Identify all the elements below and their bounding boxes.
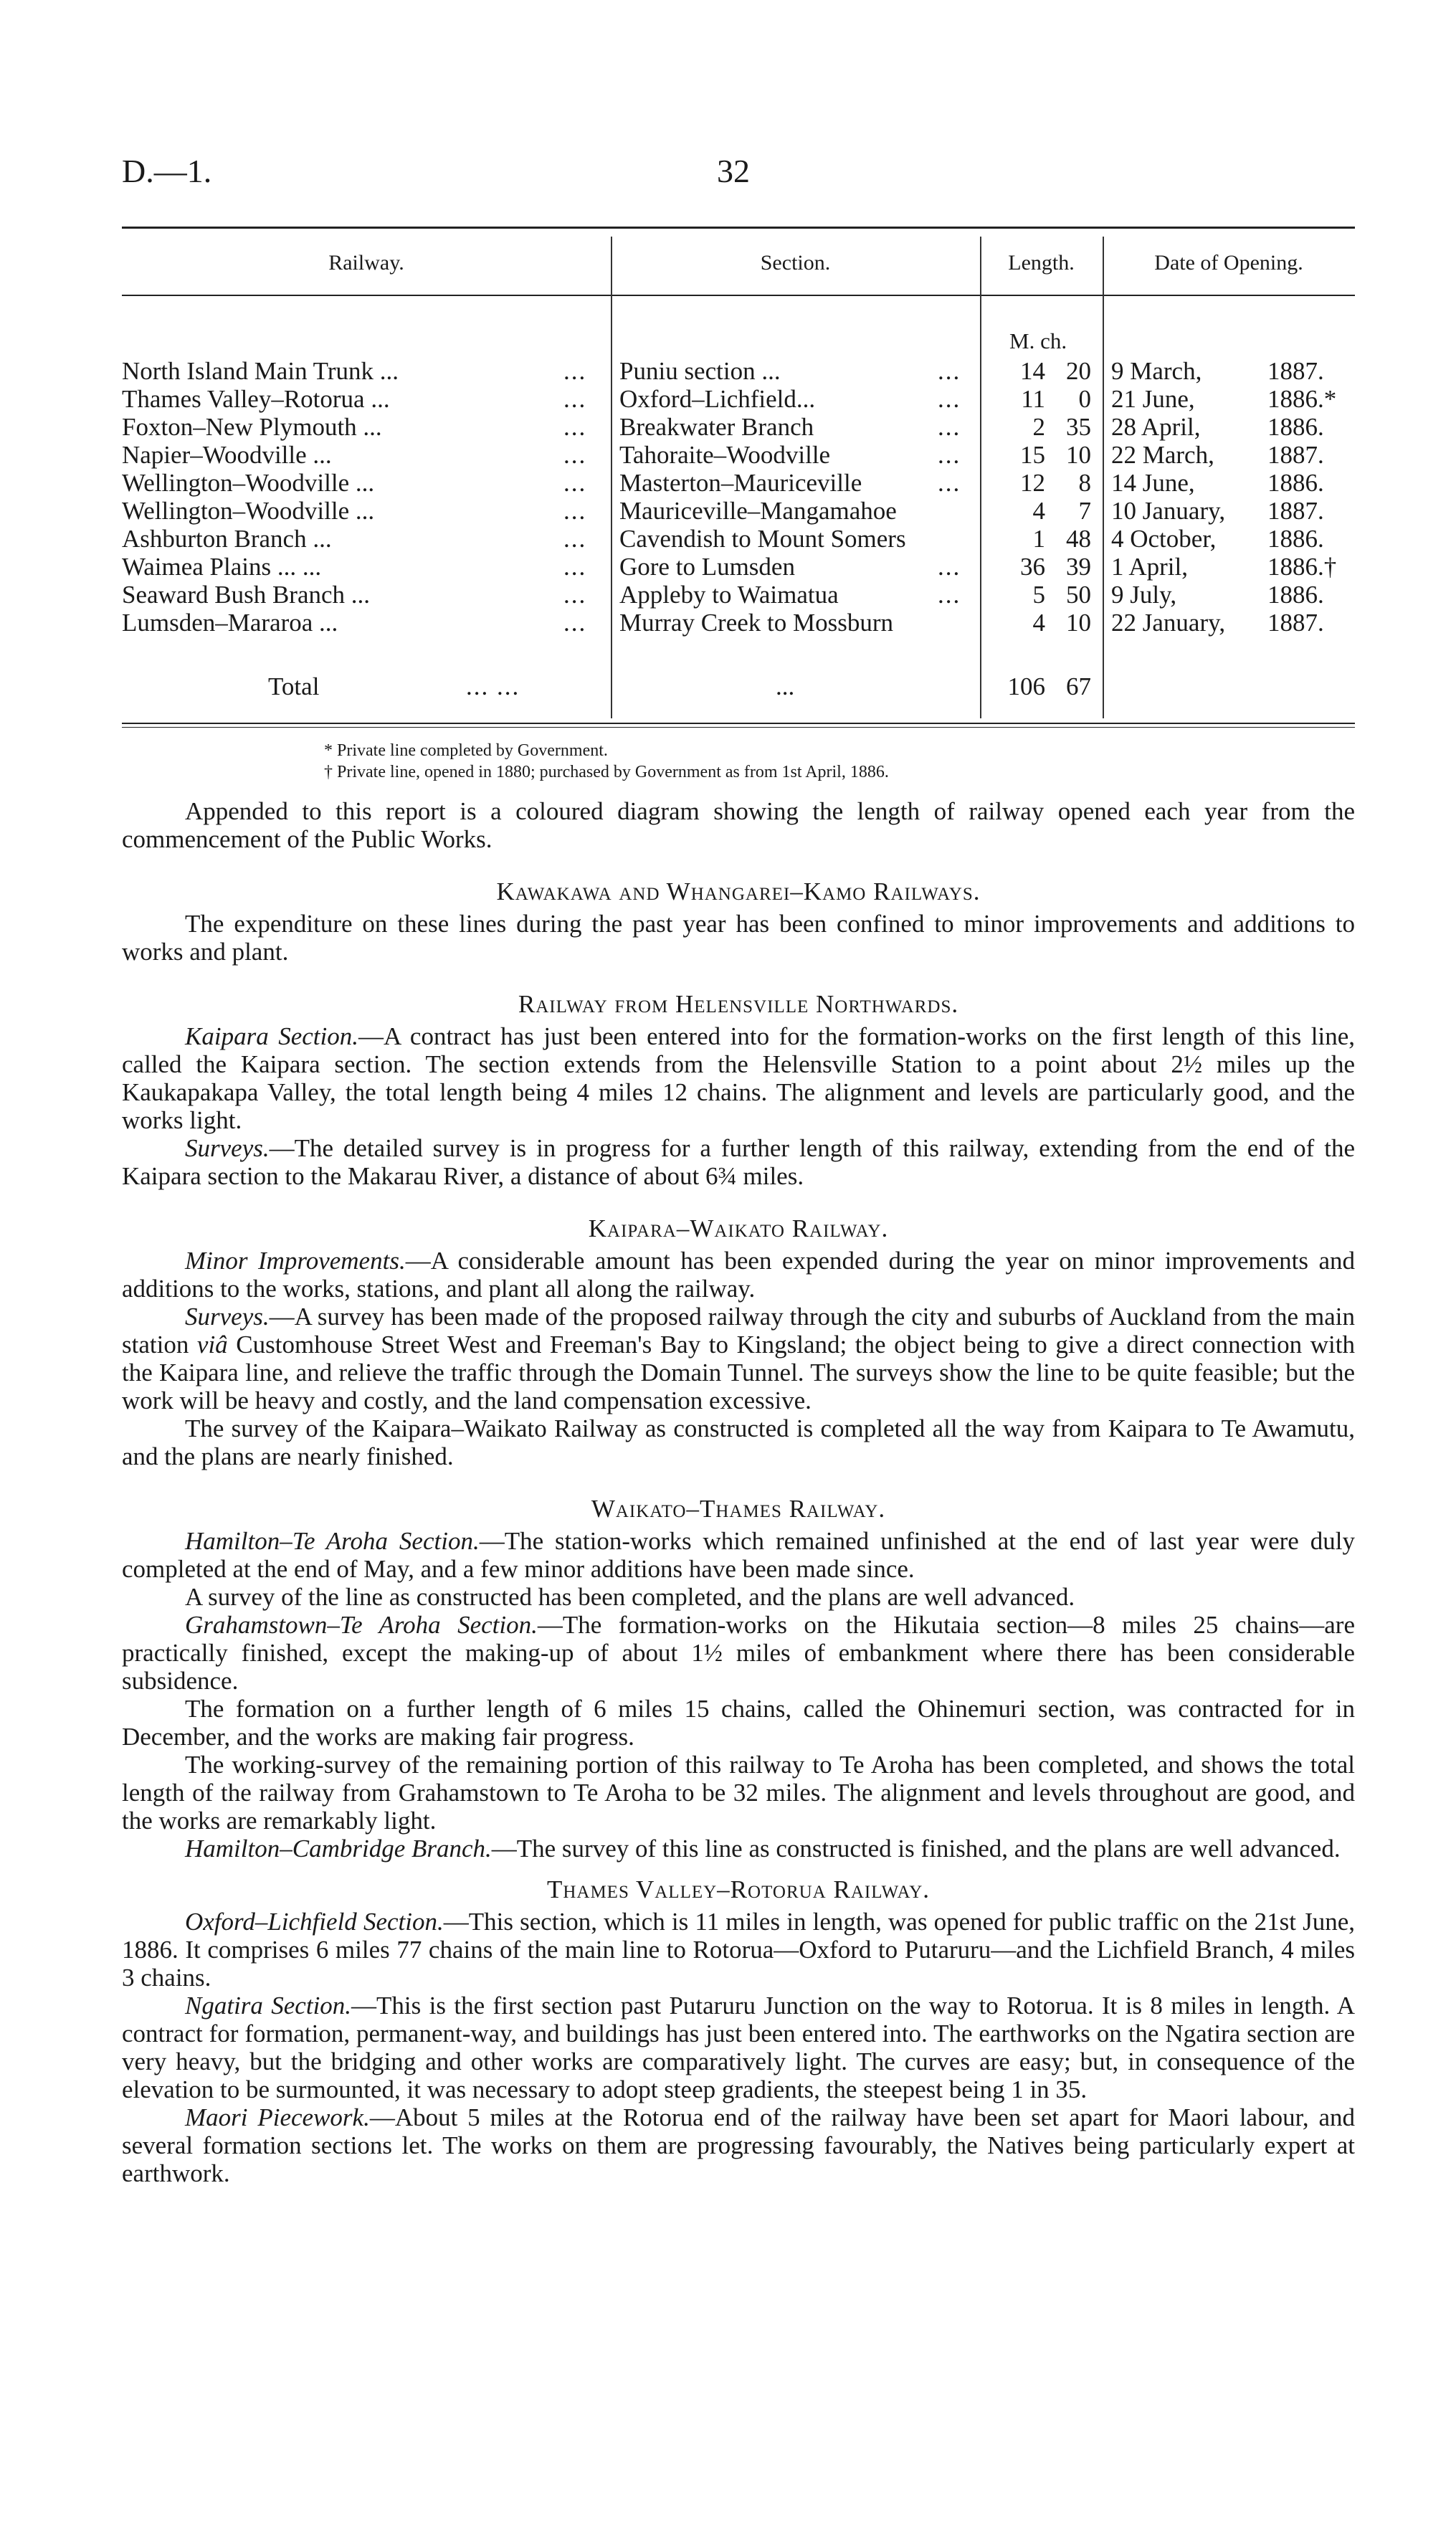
grahamstown-te-aroha-body: —The formation-works on the Hikutaia section—8 miles 25 chains—are practically finished, except the making-up of about 1½ miles of embankment where there has been considerable subsidence. (122, 1611, 1355, 1695)
col-divider-3 (1103, 237, 1104, 718)
row-date-year: 1886. (1267, 469, 1324, 497)
row-section: Gore to Lumsden (619, 553, 795, 581)
row-miles: 1 (1032, 525, 1045, 553)
col-header-date: Date of Opening. (1154, 251, 1303, 275)
minor-improvements-title: Minor Improvements. (185, 1247, 406, 1275)
row-chains: 7 (1078, 497, 1091, 525)
hamilton-te-aroha-title: Hamilton–Te Aroha Section. (185, 1527, 480, 1555)
row-section-dots: ... (938, 413, 961, 441)
paragraph-surveys-2 (122, 1303, 1355, 1414)
row-railway-dots: ... (563, 357, 587, 385)
ngatira-title: Ngatira Section. (185, 1992, 352, 2020)
row-miles: 4 (1032, 609, 1045, 637)
total-chains: 67 (1066, 672, 1091, 700)
row-railway-dots: ... (563, 525, 587, 553)
hamilton-cambridge-body: —The survey of this line as constructed is finished, and the plans are well advanced. (491, 1835, 1341, 1863)
table-top-rule (122, 227, 1355, 229)
minor-improvements-body: —A considerable amount has been expended during the year on minor improvements and additions to the works, stations, and plant all along the railway. (122, 1247, 1356, 1303)
table-bottom-rule-2 (122, 727, 1355, 728)
heading-thames-valley: Thames Valley–Rotorua Railway. (546, 1875, 931, 1903)
maori-piecework-body: —About 5 miles at the Rotorua end of the railway have been set apart for Maori labour, and several formation sections let. The works on them are progressing favourably, the Natives being particularly expert at earthwork. (122, 2103, 1355, 2187)
row-miles: 4 (1032, 497, 1045, 525)
row-miles: 2 (1032, 413, 1045, 441)
row-date-year: 1887. (1267, 441, 1324, 469)
row-date-year: 1887. (1267, 357, 1324, 385)
row-chains: 39 (1066, 553, 1091, 581)
paragraph-appended: Appended to this report is a coloured diagram showing the length of railway opened each year from the commencement of the Public Works. (122, 797, 1355, 853)
row-date-year: 1887. (1267, 497, 1324, 525)
row-chains: 35 (1066, 413, 1091, 441)
hamilton-cambridge-title: Hamilton–Cambridge Branch. (185, 1835, 492, 1863)
total-miles: 106 (1007, 672, 1045, 700)
row-railway-dots: ... (563, 385, 587, 413)
row-railway-dots: ... (563, 441, 587, 469)
hamilton-te-aroha-body: —The station-works which remained unfinished at the end of last year were duly completed at the end of May, and a few minor additions have been made since. (122, 1527, 1355, 1583)
heading-kaipara-waikato: Kaipara–Waikato Railway. (588, 1214, 889, 1242)
maori-piecework-title: Maori Piecework. (185, 2103, 370, 2131)
row-date-day: 22 March, (1111, 441, 1214, 469)
row-chains: 8 (1078, 469, 1091, 497)
surveys-1-body: —The detailed survey is in progress for a further length of this railway, extending from the end of the Kaipara section to the Makarau River, a distance of about 6¾ miles. (122, 1134, 1355, 1190)
row-railway: North Island Main Trunk ... (122, 357, 399, 385)
body-text (122, 797, 1355, 2187)
row-section-dots: ... (938, 357, 961, 385)
row-section-dots: ... (938, 581, 961, 609)
row-miles: 36 (1020, 553, 1045, 581)
row-section-dots: ... (938, 385, 961, 413)
surveys-2-title: Surveys. (185, 1303, 270, 1331)
row-miles: 15 (1020, 441, 1045, 469)
row-section: Mauriceville–Mangamahoe (619, 497, 897, 525)
row-railway-dots: ... (563, 609, 587, 637)
row-section-dots: ... (938, 553, 961, 581)
row-section-dots: ... (938, 441, 961, 469)
row-date-year: 1886. (1267, 413, 1324, 441)
oxford-lichfield-body: —This section, which is 11 miles in length, was opened for public traffic on the 21st June, 1886. It comprises 6 miles 77 chains of the main line to Rotorua—Oxford to Putaruru—and the Lichfield Branch, 4 miles 3 chains. (122, 1908, 1355, 1992)
paragraph-hamilton-te-aroha (122, 1527, 1355, 1583)
row-date-day: 22 January, (1111, 609, 1226, 637)
paragraph-working-survey: The working-survey of the remaining portion of this railway to Te Aroha has been completed, and shows the total length of the railway from Grahamstown to Te Aroha to be 32 miles. The alignment and levels throughout are good, and the works are remarkably light. (122, 1751, 1355, 1835)
row-section: Oxford–Lichfield... (619, 385, 816, 413)
table-header-rule (122, 295, 1355, 296)
paragraph-kaipara-waikato-survey: The survey of the Kaipara–Waikato Railway as constructed is completed all the way from Kaipara to Te Awamutu, and the plans are nearly finished. (122, 1414, 1355, 1470)
row-railway-dots: ... (563, 581, 587, 609)
row-date-day: 21 June, (1111, 385, 1195, 413)
row-date-year: 1887. (1267, 609, 1324, 637)
row-date-day: 9 March, (1111, 357, 1202, 385)
row-chains: 48 (1066, 525, 1091, 553)
paragraph-hamilton-cambridge (122, 1835, 1355, 1863)
surveys-1-title: Surveys. (185, 1134, 270, 1162)
row-railway: Wellington–Woodville ... (122, 469, 375, 497)
row-miles: 14 (1020, 357, 1045, 385)
row-railway: Lumsden–Mararoa ... (122, 609, 338, 637)
row-date-year: 1886.* (1267, 385, 1337, 413)
kaipara-section-title: Kaipara Section. (185, 1022, 359, 1050)
row-date-day: 1 April, (1111, 553, 1188, 581)
row-section: Puniu section ... (619, 357, 781, 385)
document-code: D.—1. (122, 153, 212, 189)
row-date-year: 1886. (1267, 581, 1324, 609)
footnote-1: * Private line completed by Government. (324, 741, 608, 760)
paragraph-grahamstown-te-aroha (122, 1611, 1355, 1695)
row-miles: 11 (1021, 385, 1045, 413)
row-date-day: 28 April, (1111, 413, 1201, 441)
row-chains: 10 (1066, 609, 1091, 637)
total-section: ... (776, 672, 795, 700)
ngatira-body: —This is the first section past Putaruru Junction on the way to Rotorua. It is 8 miles in length. A contract for formation, permanent-way, and buildings has just been entered into. The earthworks on the Ngatira section are very heavy, but the bridging and other works are comparatively light. The curves are easy; but, in consequence of the elevation to be surmounted, it was necessary to adopt steep gradients, the steepest being 1 in 35. (122, 1992, 1355, 2103)
row-date-day: 4 October, (1111, 525, 1217, 553)
footnote-2: † Private line, opened in 1880; purchased by Government as from 1st April, 1886. (324, 763, 889, 781)
row-miles: 12 (1020, 469, 1045, 497)
total-dots: ... ... (466, 672, 520, 700)
row-railway: Foxton–New Plymouth ... (122, 413, 382, 441)
row-railway-dots: ... (563, 497, 587, 525)
heading-waikato-thames: Waikato–Thames Railway. (591, 1495, 886, 1523)
paragraph-ohinemuri: The formation on a further length of 6 miles 15 chains, called the Ohinemuri section, was contracted for in December, and the works are making fair progress. (122, 1695, 1355, 1751)
col-header-railway: Railway. (328, 251, 404, 275)
paragraph-maori-piecework (122, 2103, 1355, 2187)
total-label: Total (268, 672, 320, 700)
col-header-section: Section. (760, 251, 831, 275)
via-word: viâ (196, 1331, 228, 1359)
row-chains: 10 (1066, 441, 1091, 469)
surveys-2-body-a: —A survey has been made of the proposed railway through the city and suburbs of Auckland from the main station (122, 1303, 1355, 1359)
row-railway: Ashburton Branch ... (122, 525, 332, 553)
row-section: Murray Creek to Mossburn (619, 609, 894, 637)
row-railway: Wellington–Woodville ... (122, 497, 375, 525)
row-railway: Waimea Plains ... ... (122, 553, 322, 581)
heading-helensville: Railway from Helensville Northwards. (518, 990, 959, 1018)
row-date-year: 1886.† (1267, 553, 1337, 581)
row-railway-dots: ... (563, 469, 587, 497)
paragraph-hta-survey: A survey of the line as constructed has been completed, and the plans are well advanced. (185, 1583, 1075, 1611)
row-date-year: 1886. (1267, 525, 1324, 553)
surveys-2-body-b: Customhouse Street West and Freeman's Bay to Kingsland; the object being to give a direct connection with the Kaipara line, and relieve the traffic through the Domain Tunnel. The surveys show the line to be quite feasible; but the work will be heavy and costly, and the land compensation excessive. (122, 1331, 1355, 1414)
length-units: M. ch. (1009, 328, 1067, 353)
row-chains: 0 (1078, 385, 1091, 413)
col-divider-1 (611, 237, 612, 718)
heading-kawakawa: Kawakawa and Whangarei–Kamo Railways. (496, 877, 981, 905)
table-bottom-rule (122, 723, 1355, 724)
row-chains: 20 (1066, 357, 1091, 385)
row-section: Masterton–Mauriceville (619, 469, 862, 497)
row-railway: Thames Valley–Rotorua ... (122, 385, 390, 413)
row-railway-dots: ... (563, 413, 587, 441)
kaipara-section-body: —A contract has just been entered into for the formation-works on the first length of this line, called the Kaipara section. The section extends from the Helensville Station to a point about 2½ miles up the Kaukapakapa Valley, the total length being 4 miles 12 chains. The alignment and levels are particularly good, and the works light. (122, 1022, 1355, 1134)
paragraph-minor-improvements (122, 1247, 1355, 1303)
row-section: Breakwater Branch (619, 413, 814, 441)
row-date-day: 9 July, (1111, 581, 1177, 609)
row-railway-dots: ... (563, 553, 587, 581)
oxford-lichfield-title: Oxford–Lichfield Section. (185, 1908, 444, 1936)
row-railway: Seaward Bush Branch ... (122, 581, 371, 609)
row-section: Cavendish to Mount Somers (619, 525, 906, 553)
paragraph-kawakawa: The expenditure on these lines during the past year has been confined to minor improvements and additions to works and plant. (122, 910, 1355, 966)
grahamstown-te-aroha-title: Grahamstown–Te Aroha Section. (185, 1611, 538, 1639)
col-divider-2 (980, 237, 981, 718)
row-date-day: 10 January, (1111, 497, 1226, 525)
row-section: Tahoraite–Woodville (619, 441, 831, 469)
paragraph-ngatira (122, 1992, 1355, 2103)
col-header-length: Length. (1008, 251, 1075, 275)
row-section-dots: ... (938, 469, 961, 497)
row-miles: 5 (1032, 581, 1045, 609)
paragraph-kaipara-section (122, 1022, 1355, 1134)
row-date-day: 14 June, (1111, 469, 1195, 497)
paragraph-oxford-lichfield (122, 1908, 1355, 1992)
row-railway: Napier–Woodville ... (122, 441, 332, 469)
row-chains: 50 (1066, 581, 1091, 609)
paragraph-surveys-1 (122, 1134, 1355, 1190)
page-number: 32 (717, 153, 750, 189)
row-section: Appleby to Waimatua (619, 581, 839, 609)
